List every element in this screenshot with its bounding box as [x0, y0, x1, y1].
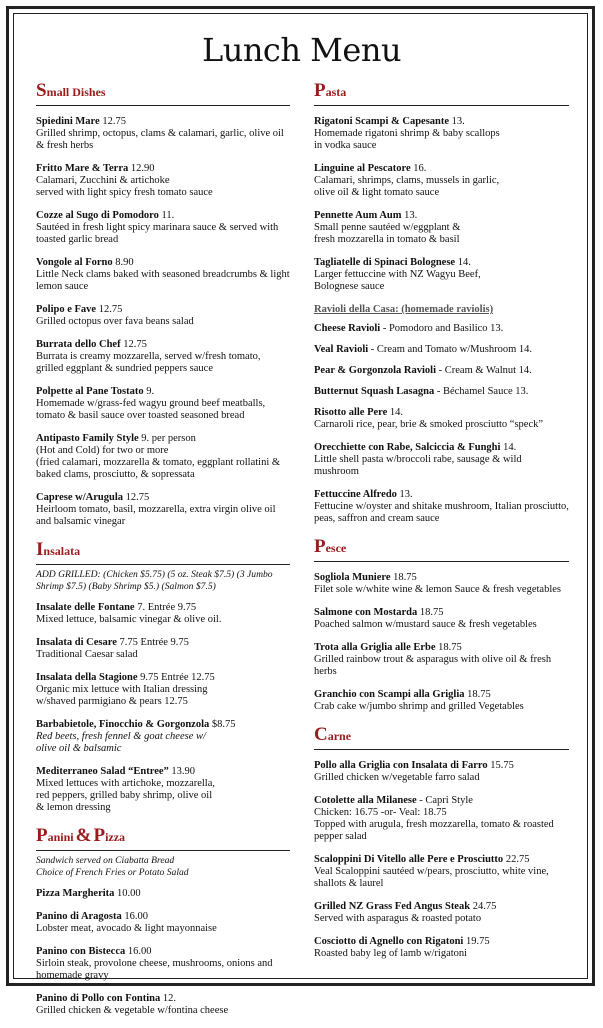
- heading-text: izza: [105, 830, 126, 844]
- menu-item-description: Sirloin steak, provolone cheese, mushrooms, onions and homemade gravy: [36, 958, 273, 981]
- menu-item-price: 13.: [396, 489, 413, 500]
- ravioli-heading: Ravioli della Casa: (homemade raviolis): [314, 304, 494, 315]
- menu-item-header: [314, 210, 569, 222]
- menu-item-header: [314, 407, 569, 419]
- menu-item-header: [314, 607, 569, 619]
- menu-item-description: Mixed lettuce, balsamic vinegar & olive oil.: [36, 614, 222, 625]
- menu-item-header: [314, 854, 569, 866]
- menu-item-name: Pennette Aum Aum: [314, 210, 402, 221]
- section-heading-insalata: [36, 539, 290, 565]
- menu-item-description: Lobster meat, avocado & light mayonnaise: [36, 923, 217, 934]
- menu-item-header: [36, 386, 290, 398]
- menu-item-name: Polpette al Pane Tostato: [36, 386, 144, 397]
- menu-item-header: [314, 936, 569, 948]
- menu-item-name: Insalata della Stagione: [36, 672, 138, 683]
- menu-item-header: [36, 993, 290, 1005]
- menu-item-name: Mediterraneo Salad “Entree”: [36, 766, 169, 777]
- menu-item-header: [314, 257, 569, 269]
- menu-item: [314, 407, 569, 431]
- ravioli-name: Butternut Squash Lasagna: [314, 386, 435, 397]
- menu-item-description: Veal Scaloppini sautéed w/pears, prosciutto, white vine, shallots & laurel: [314, 866, 549, 889]
- ravioli-item: [314, 323, 569, 335]
- menu-item-name: Cosciotto di Agnello con Rigatoni: [314, 936, 464, 947]
- menu-item-price: 16.: [410, 163, 427, 174]
- menu-item-price: 10.00: [114, 888, 141, 899]
- menu-item-description: Crab cake w/jumbo shrimp and grilled Vegetables: [314, 701, 524, 712]
- menu-item-price: 13.: [449, 116, 465, 127]
- menu-item-description: Fettucine w/oyster and shitake mushroom, Italian prosciutto, peas, saffron and cream sauce: [314, 501, 569, 524]
- menu-item: [36, 257, 290, 293]
- menu-item-name: Sogliola Muniere: [314, 572, 391, 583]
- ravioli-description: - Cream and Tomato w/Mushroom 14.: [368, 344, 532, 355]
- menu-item-name: Panino con Bistecca: [36, 946, 126, 957]
- right-column: [314, 80, 569, 971]
- ravioli-name: Pear & Gorgonzola Ravioli: [314, 365, 436, 376]
- ravioli-description: - Béchamel Sauce 13.: [434, 386, 529, 397]
- menu-item-description: Served with asparagus & roasted potato: [314, 913, 482, 924]
- menu-item-description: Homemade rigatoni shrimp & baby scallops in vodka sauce: [314, 128, 500, 151]
- menu-item-description: Calamari, shrimps, clams, mussels in garlic, olive oil & light tomato sauce: [314, 175, 500, 198]
- menu-item: [36, 386, 290, 422]
- menu-item-name: Caprese w/Arugula: [36, 492, 124, 503]
- menu-item-name: Grilled NZ Grass Fed Angus Steak: [314, 901, 471, 912]
- heading-initial: P: [36, 825, 48, 846]
- menu-item: [314, 795, 569, 843]
- section-heading-small-dishes: [36, 80, 290, 106]
- menu-item: [36, 339, 290, 375]
- menu-item-header: [36, 719, 290, 731]
- menu-item-description: Organic mix lettuce with Italian dressing w/shaved parmigiano & pears 12.75: [36, 684, 208, 707]
- menu-item-name: Salmone con Mostarda: [314, 607, 418, 618]
- menu-item-price: 12.75: [99, 116, 126, 127]
- menu-item-description: Carnaroli rice, pear, brie & smoked prosciutto “speck”: [314, 419, 544, 430]
- menu-item-description: Small penne sautéed w/eggplant & fresh mozzarella in tomato & basil: [314, 222, 461, 245]
- ravioli-list: [314, 323, 569, 398]
- menu-item-price: 15.75: [487, 760, 514, 771]
- ravioli-description: - Cream & Walnut 14.: [436, 365, 532, 376]
- menu-item: [314, 936, 569, 960]
- menu-item-header: [314, 689, 569, 701]
- heading-initial: S: [36, 80, 47, 101]
- menu-item-price: 22.75: [503, 854, 530, 865]
- menu-item-price: 9.: [143, 386, 155, 397]
- menu-item: [314, 442, 569, 478]
- menu-item-description: Larger fettuccine with NZ Wagyu Beef, Bolognese sauce: [314, 269, 481, 292]
- menu-item-header: [36, 304, 290, 316]
- menu-item-name: Cotolette alla Milanese: [314, 795, 417, 806]
- menu-item: [314, 854, 569, 890]
- menu-item: [36, 602, 290, 626]
- menu-item-header: [36, 339, 290, 351]
- menu-item-description: Mixed lettuces with artichoke, mozzarella, red peppers, grilled baby shrimp, olive oil & lemon dressing: [36, 778, 216, 813]
- menu-item: [314, 489, 569, 525]
- menu-item-name: Pollo alla Griglia con Insalata di Farro: [314, 760, 488, 771]
- menu-item-header: [314, 901, 569, 913]
- menu-item-price: 9. per person: [138, 433, 196, 444]
- menu-item-price: 16.00: [121, 911, 149, 922]
- heading-initial: C: [314, 724, 328, 745]
- menu-item-header: [36, 766, 290, 778]
- menu-item-description: Poached salmon w/mustard sauce & fresh vegetables: [314, 619, 537, 630]
- menu-item-description: Grilled rainbow trout & asparagus with olive oil & fresh herbs: [314, 654, 552, 677]
- menu-item-price: 13.: [401, 210, 418, 221]
- heading-initial: P: [314, 536, 326, 557]
- menu-item-header: [314, 760, 569, 772]
- menu-item-name: Pizza Margherita: [36, 888, 115, 899]
- ravioli-description: - Pomodoro and Basilico 13.: [380, 323, 504, 334]
- heading-initial: P: [314, 80, 326, 101]
- menu-item: [314, 210, 569, 246]
- menu-item-name: Antipasto Family Style: [36, 433, 139, 444]
- menu-item-name: Scaloppini Di Vitello alle Pere e Prosciutto: [314, 854, 504, 865]
- menu-item-header: [36, 210, 290, 222]
- menu-item-description: Calamari, Zucchini & artichoke served with light spicy fresh tomato sauce: [36, 175, 213, 198]
- pesce-list: [314, 572, 569, 713]
- menu-item-header: [314, 642, 569, 654]
- menu-item: [36, 766, 290, 814]
- carne-list: [314, 760, 569, 960]
- menu-item-name: Polipo e Fave: [36, 304, 97, 315]
- menu-item-description: Sautéed in fresh light spicy marinara sauce & served with toasted garlic bread: [36, 222, 279, 245]
- menu-item-price: 9.75 Entrée 12.75: [137, 672, 215, 683]
- menu-item-price: 18.75: [417, 607, 444, 618]
- menu-item-price: 18.75: [464, 689, 491, 700]
- heading-text: arne: [327, 729, 352, 743]
- menu-item-price: 16.00: [125, 946, 152, 957]
- heading-initial: P: [93, 825, 106, 846]
- menu-item-price: 18.75: [390, 572, 417, 583]
- menu-item-name: Trota alla Griglia alle Erbe: [314, 642, 436, 653]
- menu-item-price: 13.90: [168, 766, 196, 777]
- menu-item-name: Vongole al Forno: [36, 257, 113, 268]
- section-heading-carne: [314, 724, 569, 750]
- menu-item-name: Cozze al Sugo di Pomodoro: [36, 210, 159, 221]
- menu-item-header: [36, 257, 290, 269]
- menu-item: [314, 257, 569, 293]
- heading-text: nsalata: [43, 544, 81, 558]
- menu-item: [36, 637, 290, 661]
- menu-item: [314, 760, 569, 784]
- menu-item-header: [314, 489, 569, 501]
- menu-item-price: 19.75: [463, 936, 490, 947]
- menu-item-price: 18.75: [435, 642, 462, 653]
- menu-item-name: Panino di Aragosta: [36, 911, 122, 922]
- menu-item-price: 14.: [387, 407, 404, 418]
- menu-item-description: Filet sole w/white wine & lemon Sauce & fresh vegetables: [314, 584, 561, 595]
- heading-text: esce: [325, 541, 347, 555]
- menu-item: [314, 642, 569, 678]
- insalata-note: ADD GRILLED: (Chicken $5.75) (5 oz. Steak $7.5) (3 Jumbo Shrimp $7.5) (Baby Shrimp $5.) (Salmon $7.5): [36, 569, 273, 592]
- menu-item-header: [314, 572, 569, 584]
- menu-item-description: Chicken: 16.75 -or- Veal: 18.75 Topped with arugula, fresh mozzarella, tomato & roasted pepper salad: [314, 807, 554, 842]
- menu-item-price: 12.75: [123, 492, 150, 503]
- menu-item-header: [36, 163, 290, 175]
- panini-note: Sandwich served on Ciabatta Bread Choice of French Fries or Potato Salad: [36, 855, 189, 878]
- menu-item-price: 12.90: [128, 163, 155, 174]
- heading-text: anini: [47, 830, 74, 844]
- pasta-list-2: [314, 407, 569, 525]
- menu-item-description: Little Neck clams baked with seasoned breadcrumbs & light lemon sauce: [36, 269, 290, 292]
- menu-item: [36, 993, 290, 1017]
- ravioli-item: [314, 344, 569, 356]
- menu-item-price: 12.75: [120, 339, 147, 350]
- menu-item-price: $8.75: [209, 719, 236, 730]
- menu-item-description: Roasted baby leg of lamb w/rigatoni: [314, 948, 468, 959]
- menu-item-header: [314, 163, 569, 175]
- menu-item-price: 12.: [160, 993, 177, 1004]
- menu-item-header: [36, 492, 290, 504]
- menu-item: [36, 719, 290, 755]
- ravioli-item: [314, 386, 569, 398]
- menu-item-header: [314, 116, 569, 128]
- menu-item-name: Orecchiette con Rabe, Salciccia & Funghi: [314, 442, 501, 453]
- menu-item-description: Grilled chicken w/vegetable farro salad: [314, 772, 480, 783]
- menu-item: [314, 163, 569, 199]
- menu-item-header: [36, 672, 290, 684]
- menu-item-description: Heirloom tomato, basil, mozzarella, extra virgin olive oil and balsamic vinegar: [36, 504, 276, 527]
- menu-item-price: 24.75: [470, 901, 497, 912]
- page-title: Lunch Menu: [201, 31, 402, 69]
- menu-item: [36, 492, 290, 528]
- menu-item: [36, 304, 290, 328]
- menu-item-price: 8.90: [112, 257, 134, 268]
- insalata-list: [36, 602, 290, 814]
- menu-item-header: [36, 116, 290, 128]
- menu-item-description: Grilled octopus over fava beans salad: [36, 316, 194, 327]
- menu-item-name: Linguine al Pescatore: [314, 163, 411, 174]
- small-dishes-list: [36, 116, 290, 528]
- menu-item-name: Panino di Pollo con Fontina: [36, 993, 161, 1004]
- menu-item-description: Grilled chicken & vegetable w/fontina cheese: [36, 1005, 229, 1016]
- menu-item: [314, 689, 569, 713]
- menu-item: [36, 888, 290, 900]
- section-heading-pesce: [314, 536, 569, 562]
- menu-item-price: 14.: [500, 442, 517, 453]
- menu-item: [314, 116, 569, 152]
- menu-item-price: 14.: [455, 257, 471, 268]
- menu-item-name: Spiedini Mare: [36, 116, 100, 127]
- menu-item-name: Granchio con Scampi alla Griglia: [314, 689, 465, 700]
- menu-item-header: [36, 637, 290, 649]
- menu-item: [36, 672, 290, 708]
- menu-item: [36, 163, 290, 199]
- menu-item: [36, 911, 290, 935]
- menu-item-name: Barbabietole, Finocchio & Gorgonzola: [36, 719, 210, 730]
- menu-item-price: 11.: [158, 210, 175, 221]
- menu-item: [36, 210, 290, 246]
- menu-item-description: Red beets, fresh fennel & goat cheese w/ olive oil & balsamic: [36, 731, 206, 754]
- ravioli-item: [314, 365, 569, 377]
- menu-item-name: Insalata di Cesare: [36, 637, 117, 648]
- menu-item-header: [36, 602, 290, 614]
- menu-item-description: (Hot and Cold) for two or more (fried calamari, mozzarella & tomato, eggplant rollatini & baked clams, prosciutto, & sopressata: [36, 445, 281, 480]
- heading-text: asta: [325, 85, 347, 99]
- menu-item: [36, 946, 290, 982]
- menu-item-header: [36, 433, 290, 445]
- menu-item-description: Traditional Caesar salad: [36, 649, 138, 660]
- menu-item-name: Risotto alle Pere: [314, 407, 388, 418]
- ravioli-name: Cheese Ravioli: [314, 323, 381, 334]
- heading-ampersand: &: [75, 825, 92, 846]
- menu-item-header: [36, 911, 290, 923]
- menu-item-description: Little shell pasta w/broccoli rabe, sausage & wild mushroom: [314, 454, 522, 477]
- heading-initial: I: [36, 539, 44, 560]
- pasta-list: [314, 116, 569, 293]
- menu-item-description: Homemade w/grass-fed wagyu ground beef meatballs, tomato & basil sauce over toasted seasoned bread: [36, 398, 266, 421]
- menu-item-price: 12.75: [96, 304, 123, 315]
- section-heading-pasta: [314, 80, 569, 106]
- menu-item-name: Fettuccine Alfredo: [314, 489, 397, 500]
- menu-item-name: Fritto Mare & Terra: [36, 163, 129, 174]
- menu-item-name: Burrata dello Chef: [36, 339, 121, 350]
- left-column: [36, 80, 290, 1028]
- menu-item-name: Tagliatelle di Spinaci Bolognese: [314, 257, 456, 268]
- heading-text: mall Dishes: [46, 85, 106, 99]
- menu-item-price: 7.75 Entrée 9.75: [116, 637, 189, 648]
- menu-item-header: [36, 888, 290, 900]
- menu-item-price: - Capri Style: [416, 795, 473, 806]
- menu-item-name: Insalate delle Fontane: [36, 602, 135, 613]
- menu-item-header: [314, 442, 569, 454]
- section-heading-panini-pizza: [36, 825, 290, 851]
- ravioli-name: Veal Ravioli: [314, 344, 369, 355]
- menu-item: [314, 572, 569, 596]
- menu-item-header: [36, 946, 290, 958]
- menu-item: [314, 901, 569, 925]
- menu-item: [36, 116, 290, 152]
- panini-list: [36, 888, 290, 1017]
- menu-item-price: 7. Entrée 9.75: [134, 602, 197, 613]
- menu-item-description: Grilled shrimp, octopus, clams & calamari, garlic, olive oil & fresh herbs: [36, 128, 284, 151]
- menu-item-header: [314, 795, 569, 807]
- menu-item: [36, 433, 290, 481]
- menu-item-name: Rigatoni Scampi & Capesante: [314, 116, 450, 127]
- menu-item: [314, 607, 569, 631]
- menu-item-description: Burrata is creamy mozzarella, served w/fresh tomato, grilled eggplant & sundried peppers sauce: [36, 351, 261, 374]
